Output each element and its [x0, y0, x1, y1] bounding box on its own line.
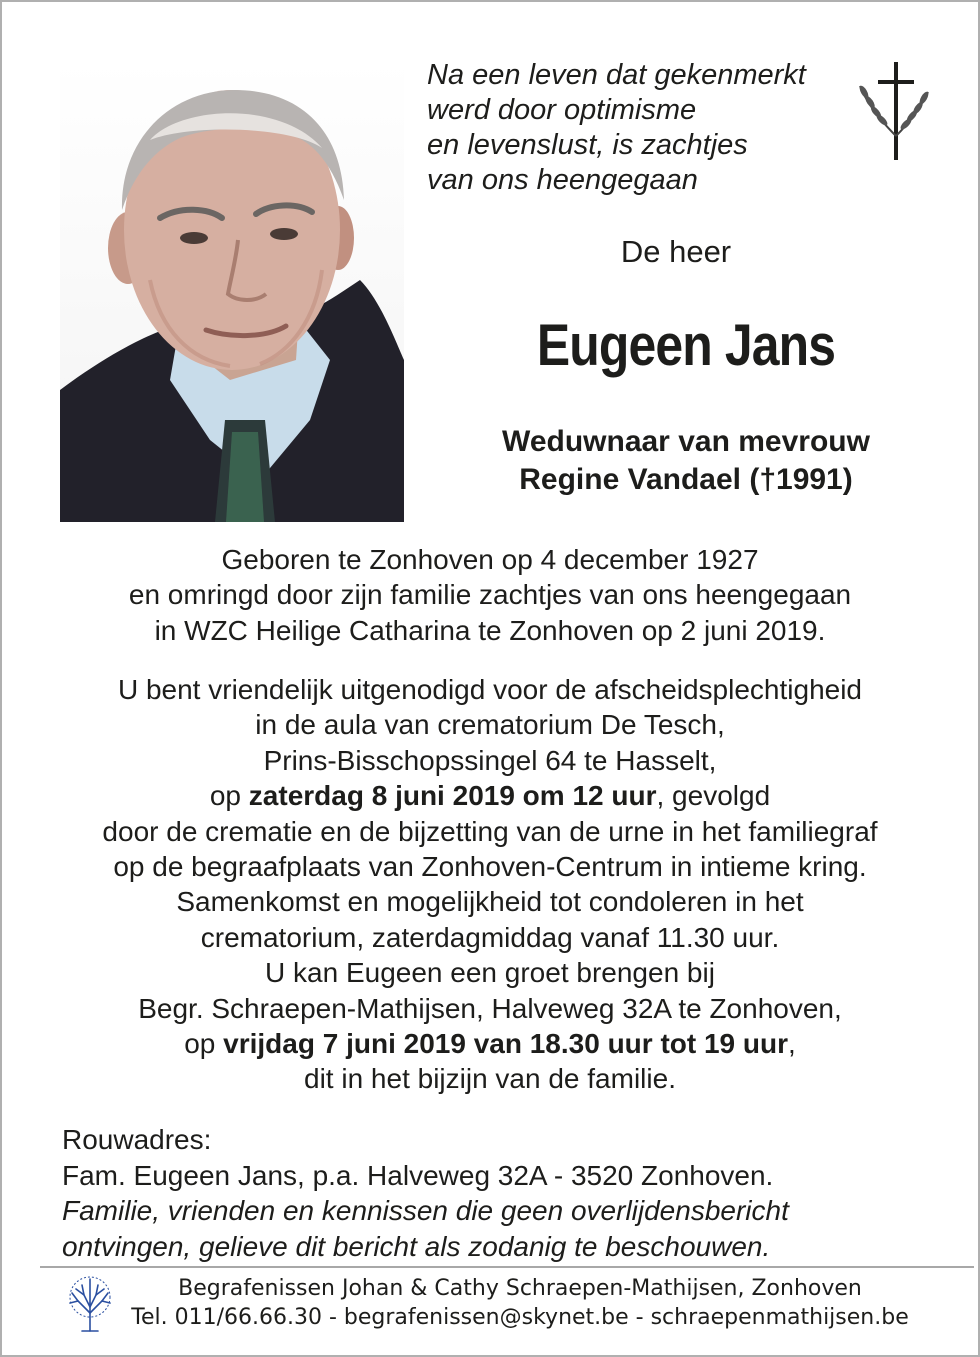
birth-line: in WZC Heilige Catharina te Zonhoven op 2 juni 2019. [154, 614, 826, 646]
intro-line: Na een leven dat gekenmerkt [427, 59, 806, 91]
intro-text [427, 58, 847, 198]
ceremony-info [32, 672, 948, 1097]
portrait-illustration [60, 60, 404, 522]
ceremony-line: op de begraafplaats van Zonhoven-Centrum in intieme kring. [113, 851, 867, 883]
birth-death-info [32, 542, 948, 648]
birth-line: en omringd door zijn familie zachtjes van ons heengegaan [128, 579, 852, 611]
deceased-name: Eugeen Jans [536, 313, 836, 378]
birth-line: Geboren te Zonhoven op 4 december 1927 [221, 544, 759, 575]
ceremony-line: U bent vriendelijk uitgenodigd voor de afscheidsplechtigheid [117, 674, 863, 705]
funeral-home-footer [120, 1274, 920, 1332]
ceremony-line: Prins-Bisschopssingel 64 te Hasselt, [263, 744, 717, 776]
visitation-date-line [32, 1026, 948, 1061]
ceremony-line: crematorium, zaterdagmiddag vanaf 11.30 uur. [200, 921, 780, 953]
ceremony-text: op [209, 780, 249, 812]
ceremony-line: Begr. Schraepen-Mathijsen, Halveweg 32A te Zonhoven, [138, 992, 842, 1024]
ceremony-line: in de aula van crematorium De Tesch, [255, 709, 725, 741]
footer-divider [40, 1266, 974, 1268]
ceremony-text: , [788, 1028, 796, 1060]
mourning-address [62, 1122, 942, 1264]
ceremony-line: door de crematie en de bijzetting van de urne in het familiegraf [102, 815, 878, 847]
ceremony-date: zaterdag 8 juni 2019 om 12 uur [248, 780, 657, 812]
intro-line: van ons heengegaan [427, 164, 698, 196]
widow-line-1: Weduwnaar van mevrouw [502, 425, 870, 458]
salutation: De heer [620, 234, 732, 269]
address-note: ontvingen, gelieve dit bericht als zodanig te beschouwen. [62, 1230, 771, 1262]
ceremony-line: U kan Eugeen een groet brengen bij [265, 957, 715, 989]
address-note: Familie, vrienden en kennissen die geen overlijdensbericht [62, 1195, 789, 1226]
ceremony-date-line [32, 778, 948, 813]
intro-line: werd door optimisme [427, 94, 697, 126]
cross-with-wheat-icon [854, 58, 934, 162]
tree-logo-icon [64, 1273, 116, 1333]
funeral-home-contact: Tel. 011/66.66.30 - begrafenissen@skynet.be - schraepenmathijsen.be [131, 1305, 909, 1330]
widow-line-2: Regine Vandael (†1991) [519, 463, 853, 496]
ceremony-text: , gevolgd [656, 780, 771, 812]
widow-info [422, 423, 950, 499]
address-label: Rouwadres: [62, 1124, 212, 1155]
portrait-photo [60, 60, 404, 522]
address-value: Fam. Eugeen Jans, p.a. Halveweg 32A - 3520 Zonhoven. [62, 1159, 774, 1191]
ceremony-line: dit in het bijzijn van de familie. [304, 1063, 676, 1095]
ceremony-line: Samenkomst en mogelijkheid tot condoleren in het [176, 886, 804, 918]
visitation-date: vrijdag 7 juni 2019 van 18.30 uur tot 19 uur [223, 1028, 789, 1060]
ceremony-text: op [184, 1028, 224, 1060]
funeral-home-name: Begrafenissen Johan & Cathy Schraepen-Mathijsen, Zonhoven [178, 1276, 862, 1301]
intro-line: en levenslust, is zachtjes [427, 129, 748, 161]
